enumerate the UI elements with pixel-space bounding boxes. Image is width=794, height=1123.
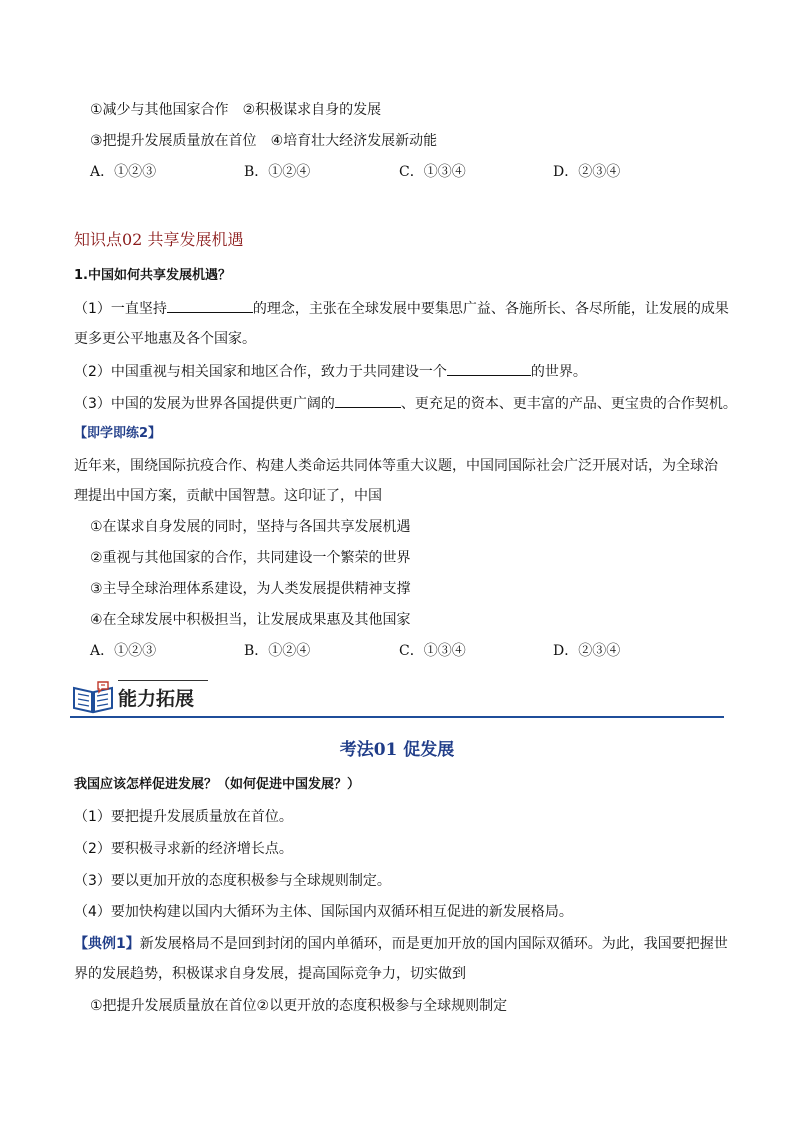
example-1-label: 【典例1】 <box>74 936 140 952</box>
example-1-statement: ①把提升发展质量放在首位②以更开放的态度积极参与全球规则制定 <box>90 998 508 1014</box>
kp-item-2-prefix: （2）中国重视与相关国家和地区合作，致力于共同建设一个 <box>74 364 447 380</box>
fill-blank-1[interactable] <box>167 298 253 313</box>
kp-question: 1.中国如何共享发展机遇？ <box>74 268 231 283</box>
knowledge-point-title: 知识点02 共享发展机遇 <box>74 230 244 249</box>
practice-2-label: 【即学即练2】 <box>74 426 162 441</box>
practice-2-options <box>0 641 794 661</box>
practice-2-statement-1: ①在谋求自身发展的同时，坚持与各国共享发展机遇 <box>90 519 411 535</box>
example-1-stem-text: 新发展格局不是回到封闭的国内单循环，而是更加开放的国内国际双循环。为此，我国要把握世 <box>139 936 728 952</box>
practice-2-statement-4: ④在全球发展中积极担当，让发展成果惠及其他国家 <box>90 612 411 628</box>
fill-blank-3[interactable] <box>335 393 401 408</box>
kp-item-2-suffix: 的世界。 <box>530 364 587 380</box>
kp-item-2 <box>74 361 587 382</box>
q1-options <box>0 162 794 182</box>
q1-option-a[interactable]: A．①②③ <box>90 164 157 180</box>
method-point-1: （1）要把提升发展质量放在首位。 <box>74 809 293 825</box>
kp-item-1-prefix: （1）一直坚持 <box>74 301 167 317</box>
practice-2-statement-3: ③主导全球治理体系建设，为人类发展提供精神支撑 <box>90 581 411 597</box>
q1-statements-row-2 <box>90 131 437 151</box>
q1-option-d[interactable]: D．②③④ <box>553 164 621 180</box>
fill-blank-2[interactable] <box>447 361 531 376</box>
practice-2-option-d[interactable]: D．②③④ <box>553 643 621 659</box>
kp-item-1-suffix: 的理念，主张在全球发展中要集思广益、各施所长、各尽所能，让发展的成果 <box>252 301 729 317</box>
kp-item-3-prefix: （3）中国的发展为世界各国提供更广阔的 <box>74 396 335 412</box>
q1-statements-row-1 <box>90 100 381 120</box>
open-book-icon <box>72 680 114 714</box>
banner-top-line <box>118 680 208 681</box>
practice-2-option-a[interactable]: A．①②③ <box>90 643 157 659</box>
q1-statement-3: ③把提升发展质量放在首位 <box>90 133 257 149</box>
example-1-stem-1 <box>74 934 728 954</box>
practice-2-option-c[interactable]: C．①③④ <box>399 643 466 659</box>
banner-divider <box>70 716 724 718</box>
method-point-4: （4）要加快构建以国内大循环为主体、国际国内双循环相互促进的新发展格局。 <box>74 904 573 920</box>
section-banner <box>70 672 724 720</box>
practice-2-stem-1: 近年来，围绕国际抗疫合作、构建人类命运共同体等重大议题，中国同国际社会广泛开展对话，为全球治 <box>74 458 718 474</box>
q1-option-c[interactable]: C．①③④ <box>399 164 466 180</box>
practice-2-statement-2: ②重视与其他国家的合作，共同建设一个繁荣的世界 <box>90 550 411 566</box>
q1-statement-4: ④培育壮大经济发展新动能 <box>270 133 438 149</box>
kp-item-3-suffix: 、更充足的资本、更丰富的产品、更宝贵的合作契机。 <box>400 396 737 412</box>
kp-item-1-line-2: 更多更公平地惠及各个国家。 <box>74 331 256 347</box>
kp-item-1-line-1 <box>74 298 729 319</box>
kp-item-3 <box>74 393 737 414</box>
method-title: 考法01 促发展 <box>339 740 455 760</box>
q1-statement-2: ②积极谋求自身的发展 <box>242 102 382 118</box>
method-point-3: （3）要以更加开放的态度积极参与全球规则制定。 <box>74 873 391 889</box>
method-point-2: （2）要积极寻求新的经济增长点。 <box>74 841 293 857</box>
practice-2-option-b[interactable]: B．①②④ <box>244 643 311 659</box>
q1-option-b[interactable]: B．①②④ <box>244 164 311 180</box>
q1-statement-1: ①减少与其他国家合作 <box>90 102 229 118</box>
example-1-stem-2: 界的发展趋势，积极谋求自身发展，提高国际竞争力，切实做到 <box>74 966 466 982</box>
practice-2-stem-2: 理提出中国方案，贡献中国智慧。这印证了，中国 <box>74 488 382 504</box>
banner-title: 能力拓展 <box>118 688 195 710</box>
method-question: 我国应该怎样促进发展？（如何促进中国发展？） <box>74 777 361 792</box>
